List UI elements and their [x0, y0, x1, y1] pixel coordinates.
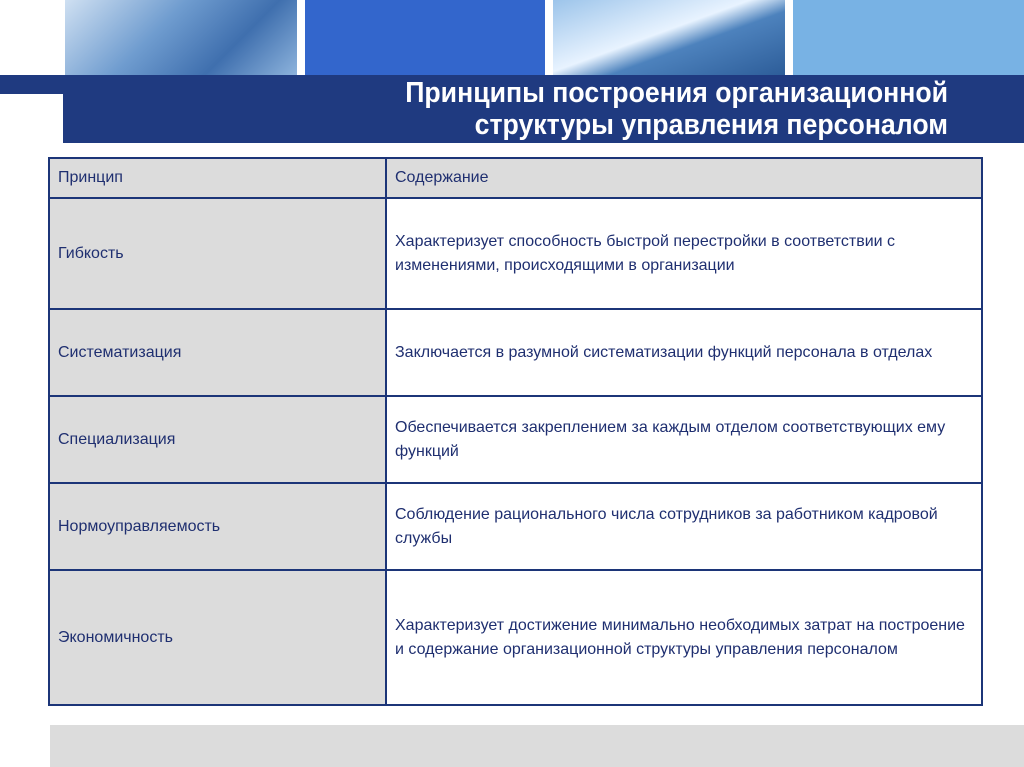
footer-bar	[50, 725, 1024, 767]
table-header	[49, 158, 982, 198]
table-row	[49, 483, 982, 570]
title-line-1: Принципы построения организационной	[405, 77, 948, 109]
title-line-2: структуры управления персоналом	[474, 109, 948, 141]
content-cell: Заключается в разумной систематизации функций персонала в отделах	[386, 309, 982, 396]
principle-cell: Нормоуправляемость	[49, 483, 386, 570]
light-blue-tile	[793, 0, 1024, 75]
skyscrapers-image	[553, 0, 785, 75]
table-row	[49, 570, 982, 705]
table-row	[49, 396, 982, 483]
header-content: Содержание	[386, 158, 982, 198]
principle-cell: Специализация	[49, 396, 386, 483]
table-row	[49, 309, 982, 396]
principle-cell: Систематизация	[49, 309, 386, 396]
slide-title	[405, 77, 948, 141]
principle-cell: Гибкость	[49, 198, 386, 309]
keyboard-hands-image	[65, 0, 297, 75]
content-cell: Обеспечивается закреплением за каждым отделом соответствующих ему функций	[386, 396, 982, 483]
content-cell: Соблюдение рационального числа сотрудников за работником кадровой службы	[386, 483, 982, 570]
header-principle: Принцип	[49, 158, 386, 198]
content-cell: Характеризует достижение минимально необходимых затрат на построение и содержание организационной структуры управления персоналом	[386, 570, 982, 705]
title-band-accent	[0, 75, 70, 94]
principles-table	[48, 157, 983, 706]
blue-tile	[305, 0, 545, 75]
table-row	[49, 198, 982, 309]
content-cell: Характеризует способность быстрой перестройки в соответствии с изменениями, происходящими в организации	[386, 198, 982, 309]
principle-cell: Экономичность	[49, 570, 386, 705]
